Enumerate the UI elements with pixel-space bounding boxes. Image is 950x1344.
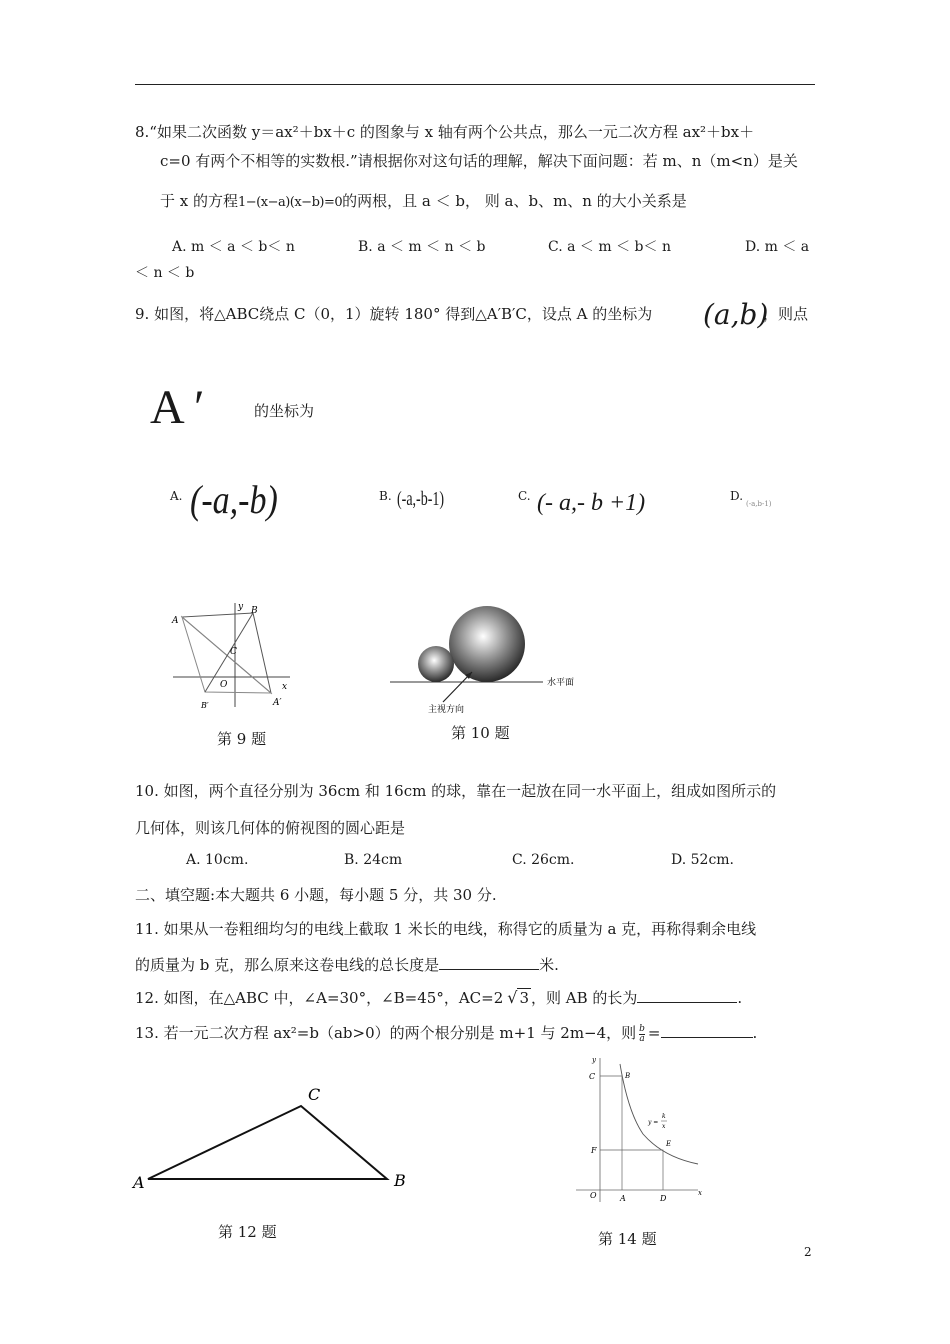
- q8-option-d: D. m ＜ a: [745, 239, 810, 255]
- q8-line3-post: 的两根，且 a ＜ b， 则 a、b、m、n 的大小关系是: [342, 192, 687, 210]
- q9-option-c-value: (- a,- b +1): [537, 490, 646, 516]
- header-rule: [135, 84, 815, 85]
- fig14-label-x: x: [698, 1189, 702, 1197]
- fig9-label-a: A: [172, 616, 179, 626]
- fig12-label-b: B: [394, 1171, 406, 1190]
- fig9-caption: 第 9 题: [217, 730, 267, 748]
- q10-option-d: D. 52cm.: [671, 852, 735, 868]
- q11-line2: [135, 954, 559, 976]
- q10-line1: 10. 如图，两个直径分别为 36cm 和 16cm 的球，靠在一起放在同一水平面上，组成如图所示的: [135, 782, 777, 800]
- fig14-label-c: C: [589, 1072, 596, 1081]
- fig9-label-bprime: B′: [201, 701, 209, 710]
- figure-9: [165, 595, 295, 715]
- fig14-label-b: B: [625, 1072, 631, 1080]
- fig10-caption: 第 10 题: [451, 724, 510, 742]
- q9-option-d-value: (-a,b-1): [746, 500, 772, 508]
- fig10-view-label: 主视方向: [428, 705, 465, 715]
- q11-line2-post: 米.: [539, 956, 559, 974]
- fig9-label-b: B: [251, 606, 258, 616]
- fig14-label-f: F: [591, 1146, 597, 1155]
- figure-10: [388, 592, 588, 717]
- q13-answer-blank[interactable]: [661, 1023, 753, 1038]
- q8-option-c: C. a ＜ m ＜ b＜ n: [548, 239, 671, 255]
- fig14-caption: 第 14 题: [598, 1230, 657, 1248]
- page-number: 2: [804, 1245, 812, 1259]
- q10-option-b: B. 24cm: [344, 852, 403, 868]
- q13-fraction: [639, 1025, 645, 1044]
- q12-pre: 12. 如图，在△ABC 中，∠A=30°，∠B=45°，AC=2: [135, 989, 504, 1007]
- fig9-label-c: C: [230, 647, 237, 657]
- q10-line2: 几何体，则该几何体的俯视图的圆心距是: [135, 819, 406, 837]
- q12-answer-blank[interactable]: [637, 988, 737, 1003]
- fig14-label-d: D: [660, 1194, 667, 1203]
- fig14-curve-x: x: [662, 1123, 666, 1130]
- q12-line: [135, 987, 742, 1009]
- q9-option-a-label: A.: [170, 489, 183, 503]
- q9-line1-end: ，则点: [763, 305, 809, 323]
- q9-line2: 的坐标为: [254, 402, 315, 420]
- q9-option-c-label: C.: [518, 489, 531, 503]
- q13-pre: 13. 若一元二次方程 ax²=b（ab>0）的两个根分别是 m+1 与 2m−4，则: [135, 1024, 637, 1042]
- fig12-caption: 第 12 题: [218, 1223, 277, 1241]
- fig9-segment-bb: [205, 613, 253, 692]
- q8-equation: 1−(x−a)(x−b)=0: [238, 195, 343, 210]
- fig14-label-e: E: [666, 1140, 672, 1148]
- fig14-label-y: y: [592, 1056, 596, 1064]
- q10-option-c: C. 26cm.: [512, 852, 575, 868]
- q11-line2-pre: 的质量为 b 克，那么原来这卷电线的总长度是: [135, 956, 440, 974]
- q9-line1: 9. 如图，将△ABC绕点 C（0，1）旋转 180° 得到△A′B′C，设点 A 的坐标为: [135, 305, 653, 323]
- q12-period: .: [737, 989, 743, 1007]
- fig14-label-a: A: [620, 1194, 626, 1203]
- q13-frac-num: b: [639, 1023, 645, 1034]
- q10-option-a: A. 10cm.: [186, 852, 249, 868]
- q11-answer-blank[interactable]: [439, 955, 539, 970]
- fig14-hyperbola: [620, 1064, 698, 1164]
- q8-option-a: A. m ＜ a ＜ b＜ n: [172, 239, 295, 255]
- fig12-triangle: [148, 1106, 387, 1179]
- q13-line: [135, 1022, 757, 1044]
- q13-period: .: [752, 1024, 758, 1042]
- q9-option-a-value: (-a,-b): [190, 477, 278, 522]
- q12-sqrt-sign: √: [507, 988, 518, 1007]
- fig14-rect-fe: [600, 1150, 663, 1190]
- fig10-ground-label: 水平面: [547, 678, 575, 688]
- fig14-label-o: O: [590, 1191, 597, 1200]
- fig9-label-o: O: [220, 680, 228, 690]
- q8-option-d-cont: ＜ n ＜ b: [135, 265, 195, 281]
- q8-line3-pre: 于 x 的方程: [160, 192, 238, 210]
- figure-12: [130, 1080, 420, 1200]
- q9-coord: (a,b): [703, 298, 769, 331]
- fig10-small-sphere: [418, 646, 454, 682]
- q8-line1: 8.“如果二次函数 y＝ax²＋bx＋c 的图象与 x 轴有两个公共点，那么一元二次方程 ax²＋bx＋: [135, 123, 755, 141]
- fig12-label-a: A: [133, 1173, 145, 1192]
- fig14-rect-cb: [600, 1076, 622, 1190]
- fig12-label-c: C: [308, 1085, 321, 1104]
- fig14-curve-label: y =: [648, 1119, 659, 1126]
- fig9-label-aprime: A′: [273, 698, 282, 708]
- q12-post: ，则 AB 的长为: [531, 989, 638, 1007]
- section-2-heading: 二、填空题:本大题共 6 小题，每小题 5 分，共 30 分.: [135, 886, 497, 904]
- q13-post: =: [647, 1024, 661, 1042]
- q9-option-b-value: (-a,-b-1): [397, 488, 445, 510]
- figure-14: [568, 1052, 708, 1208]
- fig10-large-sphere: [449, 606, 525, 682]
- q11-line1: 11. 如果从一卷粗细均匀的电线上截取 1 米长的电线，称得它的质量为 a 克，再称得剩余电线: [135, 920, 757, 938]
- q13-frac-den: a: [639, 1033, 645, 1044]
- q9-option-d-label: D.: [730, 489, 744, 503]
- q9-big-a: A ′: [150, 381, 205, 434]
- q8-line2: c=0 有两个不相等的实数根.”请根据你对这句话的理解，解决下面问题：若 m、n（m<n）是关: [160, 152, 798, 170]
- q9-option-b-label: B.: [379, 489, 392, 503]
- fig9-label-y: y: [238, 602, 244, 612]
- fig9-label-x: x: [282, 682, 288, 692]
- fig14-curve-k: k: [662, 1113, 666, 1120]
- q8-option-b: B. a ＜ m ＜ n ＜ b: [358, 239, 486, 255]
- q8-line3: [160, 190, 687, 214]
- q12-sqrt-value: 3: [519, 989, 530, 1007]
